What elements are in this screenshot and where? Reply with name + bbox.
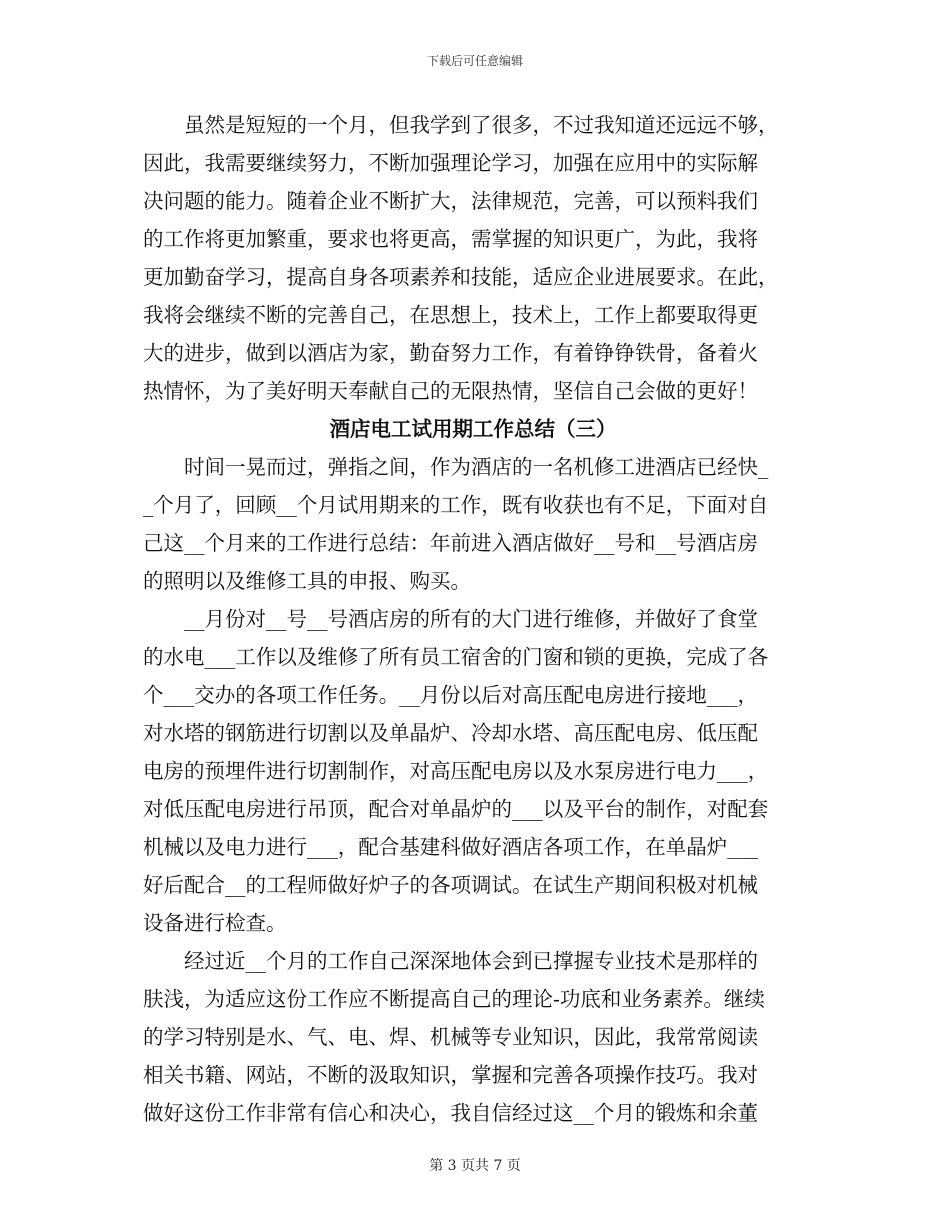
text-line: 更加勤奋学习，提高自身各项素养和技能，适应企业进展要求。在此， [143, 265, 779, 289]
text-line: 决问题的能力。随着企业不断扩大，法律规范，完善，可以预料我们 [143, 189, 758, 213]
page-footer: 第 3 页共 7 页 [429, 1158, 521, 1174]
text-line: 的水电___工作以及维修了所有员工宿舍的门窗和锁的更换，完成了各 [143, 645, 769, 669]
text-line: 对水塔的钢筋进行切割以及单晶炉、冷却水塔、高压配电房、低压配 [143, 721, 758, 745]
text-line: 对低压配电房进行吊顶，配合对单晶炉的___以及平台的制作，对配套 [143, 797, 769, 821]
text-line: 机械以及电力进行___，配合基建科做好酒店各项工作，在单晶炉___ [143, 835, 758, 859]
text-line: 电房的预埋件进行切割制作，对高压配电房以及水泵房进行电力___， [143, 759, 769, 783]
text-line: 设备进行检查。 [143, 911, 287, 935]
text-line: 大的进步，做到以酒店为家，勤奋努力工作，有着铮铮铁骨，备着火 [143, 341, 758, 365]
text-line: 经过近__个月的工作自己深深地体会到已撑握专业技术是那样的 [143, 949, 758, 973]
text-line: 己这__个月来的工作进行总结：年前进入酒店做好__号和__号酒店房 [143, 531, 758, 555]
text-line: 我将会继续不断的完善自己，在思想上，技术上，工作上都要取得更 [143, 303, 758, 327]
text-line: 因此，我需要继续努力，不断加强理论学习，加强在应用中的实际解 [143, 151, 758, 175]
page-header: 下载后可任意编辑 [426, 54, 523, 68]
section-paragraph-3 [143, 942, 803, 1132]
section-paragraph-2 [143, 600, 803, 942]
document-body [143, 106, 803, 1132]
text-line: 虽然是短短的一个月，但我学到了很多，不过我知道还远远不够， [143, 113, 779, 137]
text-line: 时间一晃而过，弹指之间，作为酒店的一名机修工进酒店已经快_ [143, 455, 769, 479]
text-line: 好后配合__的工程师做好炉子的各项调试。在试生产期间积极对机械 [143, 873, 758, 897]
text-line: 相关书籍、网站，不断的汲取知识，掌握和完善各项操作技巧。我对 [143, 1063, 758, 1087]
text-line: 的工作将更加繁重，要求也将更高，需掌握的知识更广，为此，我将 [143, 227, 758, 251]
text-line: __月份对__号__号酒店房的所有的大门进行维修，并做好了食堂 [143, 607, 758, 631]
text-line: 个___交办的各项工作任务。__月份以后对高压配电房进行接地___， [143, 683, 758, 707]
text-line: 热情怀，为了美好明天奉献自己的无限热情，坚信自己会做的更好！ [143, 379, 758, 403]
text-line: 肤浅，为适应这份工作应不断提高自己的理论-功底和业务素养。继续 [143, 987, 765, 1011]
section-paragraph-1 [143, 448, 803, 600]
body-paragraph-1 [143, 106, 803, 410]
text-line: _个月了，回顾__个月试用期来的工作，既有收获也有不足，下面对自 [143, 493, 769, 517]
section-title: 酒店电工试用期工作总结（三） [329, 417, 617, 441]
text-line: 的学习特别是水、气、电、焊、机械等专业知识，因此，我常常阅读 [143, 1025, 758, 1049]
text-line: 的照明以及维修工具的申报、购买。 [143, 569, 471, 593]
text-line: 做好这份工作非常有信心和决心，我自信经过这__个月的锻炼和余董 [143, 1101, 758, 1125]
